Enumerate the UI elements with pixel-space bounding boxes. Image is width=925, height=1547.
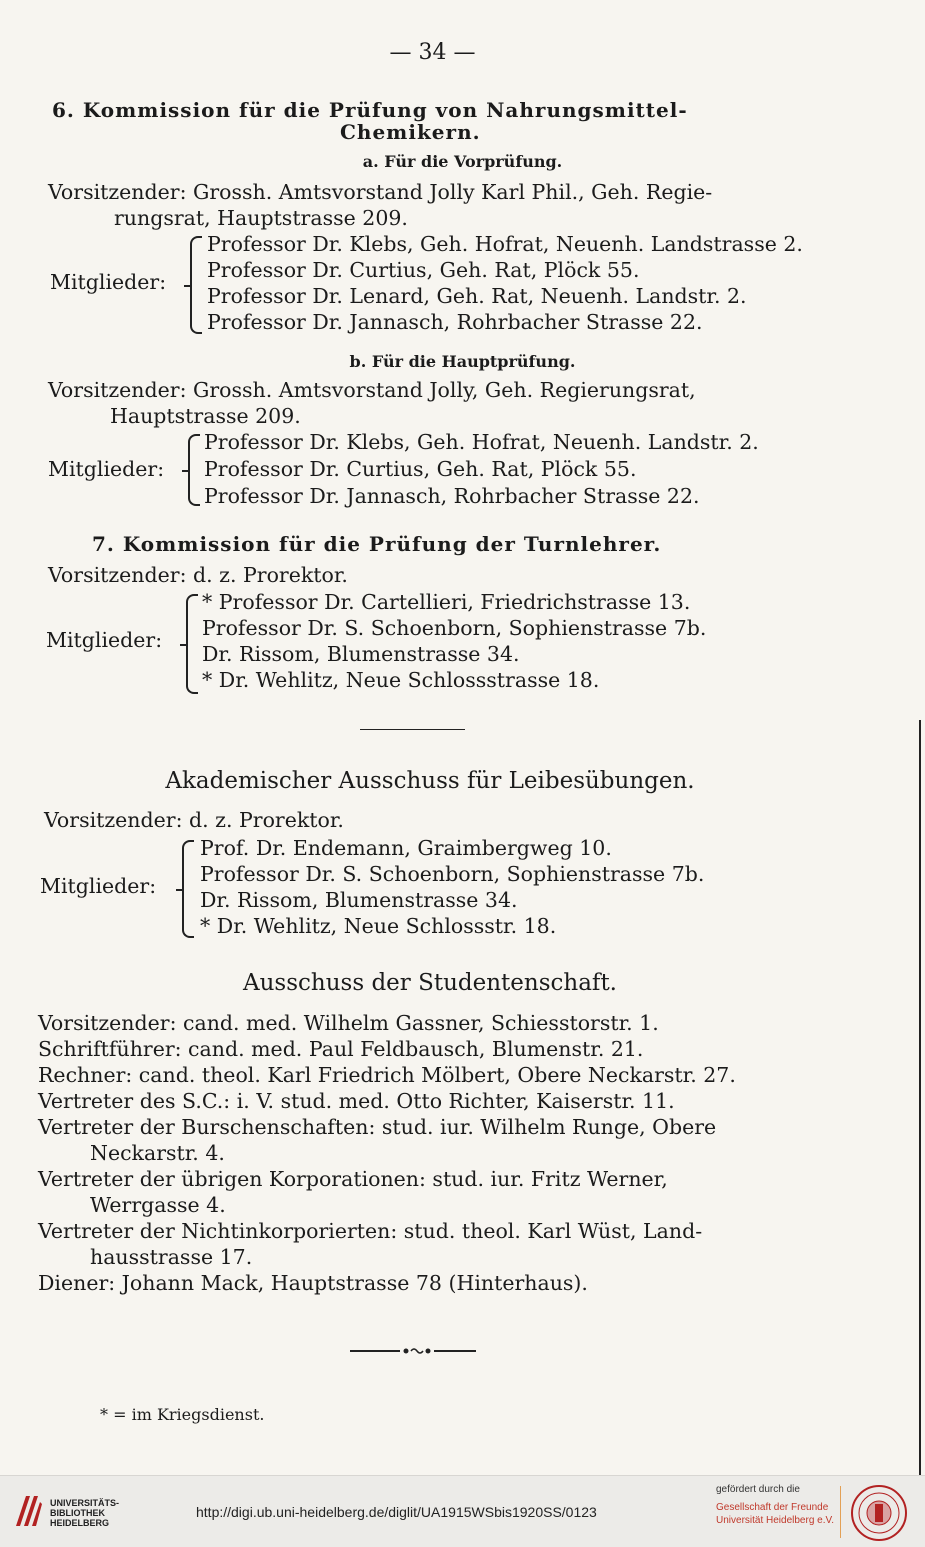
studenten-line: Vertreter der übrigen Korporationen: stud. iur. Fritz Werner, [38,1167,668,1191]
section6-b-chair-line1: Vorsitzender: Grossh. Amtsvorstand Jolly, Geh. Regierungsrat, [48,378,696,402]
section7-member: * Dr. Wehlitz, Neue Schlossstrasse 18. [202,668,600,692]
section6-a-members-label: Mitglieder: [50,270,167,294]
section-divider [360,729,465,730]
section6-sub-a: a. Für die Vorprüfung. [362,152,563,171]
digitization-url[interactable]: http://digi.ub.uni-heidelberg.de/diglit/UA1915WSbis1920SS/0123 [196,1504,597,1520]
studenten-line: Werrgasse 4. [90,1193,226,1217]
section7-member: * Professor Dr. Cartellieri, Friedrichstrasse 13. [202,590,691,614]
section6-a-member: Professor Dr. Lenard, Geh. Rat, Neuenh. Landstr. 2. [207,284,747,308]
section7-title: 7. Kommission für die Prüfung der Turnlehrer. [92,532,662,556]
library-name: UNIVERSITÄTS- BIBLIOTHEK HEIDELBERG [50,1498,120,1528]
sponsor-name: Gesellschaft der Freunde Universität Heidelberg e.V. [716,1502,835,1526]
studenten-line: Vorsitzender: cand. med. Wilhelm Gassner, Schiesstorstr. 1. [38,1011,659,1035]
section6-b-members-label: Mitglieder: [48,457,165,481]
brace [186,594,198,694]
studenten-line: Vertreter der Burschenschaften: stud. iur. Wilhelm Runge, Obere [38,1115,717,1139]
studenten-line: Schriftführer: cand. med. Paul Feldbausch, Blumenstr. 21. [38,1037,644,1061]
brace [188,434,200,506]
section6-title-line2: Chemikern. [340,120,481,144]
footer-divider [840,1486,841,1538]
digitization-footer [0,1475,925,1547]
ornament-divider [350,1347,476,1355]
section6-a-member: Professor Dr. Jannasch, Rohrbacher Strasse 22. [207,310,703,334]
akademisch-member: Professor Dr. S. Schoenborn, Sophienstrasse 7b. [200,862,705,886]
akademisch-member: Dr. Rissom, Blumenstrasse 34. [200,888,518,912]
akademisch-members-label: Mitglieder: [40,874,157,898]
studenten-line: Vertreter der Nichtinkorporierten: stud. theol. Karl Wüst, Land- [38,1219,703,1243]
section6-title-line1: 6. Kommission für die Prüfung von Nahrungsmittel- [52,98,688,122]
page-edge-line [919,720,921,1480]
section7-chair: Vorsitzender: d. z. Prorektor. [48,563,348,587]
section7-member: Professor Dr. S. Schoenborn, Sophienstrasse 7b. [202,616,707,640]
section6-a-chair-line2: rungsrat, Hauptstrasse 209. [114,206,408,230]
sponsor-heading: gefördert durch die [716,1484,800,1495]
section6-a-member: Professor Dr. Curtius, Geh. Rat, Plöck 55. [207,258,640,282]
studenten-line: Diener: Johann Mack, Hauptstrasse 78 (Hinterhaus). [38,1271,588,1295]
brace [190,236,202,334]
studenten-line: Vertreter des S.C.: i. V. stud. med. Otto Richter, Kaiserstr. 11. [38,1089,675,1113]
studenten-line: hausstrasse 17. [90,1245,253,1269]
section6-b-member: Professor Dr. Klebs, Geh. Hofrat, Neuenh. Landstr. 2. [204,430,759,454]
section6-sub-b: b. Für die Hauptprüfung. [349,352,576,371]
section7-member: Dr. Rissom, Blumenstrasse 34. [202,642,520,666]
akademisch-member: Prof. Dr. Endemann, Graimbergweg 10. [200,836,612,860]
section6-a-member: Professor Dr. Klebs, Geh. Hofrat, Neuenh. Landstrasse 2. [207,232,803,256]
footnote: * = im Kriegsdienst. [100,1405,265,1424]
brace [182,840,194,938]
akademisch-title: Akademischer Ausschuss für Leibesübungen. [165,768,695,794]
akademisch-member: * Dr. Wehlitz, Neue Schlossstr. 18. [200,914,557,938]
section6-b-member: Professor Dr. Jannasch, Rohrbacher Strasse 22. [204,484,700,508]
studenten-line: Rechner: cand. theol. Karl Friedrich Mölbert, Obere Neckarstr. 27. [38,1063,736,1087]
section6-a-chair-line1: Vorsitzender: Grossh. Amtsvorstand Jolly Karl Phil., Geh. Regie- [48,180,713,204]
section7-members-label: Mitglieder: [46,628,163,652]
section6-b-member: Professor Dr. Curtius, Geh. Rat, Plöck 55. [204,457,637,481]
akademisch-chair: Vorsitzender: d. z. Prorektor. [44,808,344,832]
university-seal-icon [850,1484,908,1542]
library-logo-icon [12,1492,44,1530]
page-number: — 34 — [389,40,476,65]
studenten-line: Neckarstr. 4. [90,1141,225,1165]
studenten-title: Ausschuss der Studentenschaft. [243,970,617,996]
section6-b-chair-line2: Hauptstrasse 209. [110,404,301,428]
